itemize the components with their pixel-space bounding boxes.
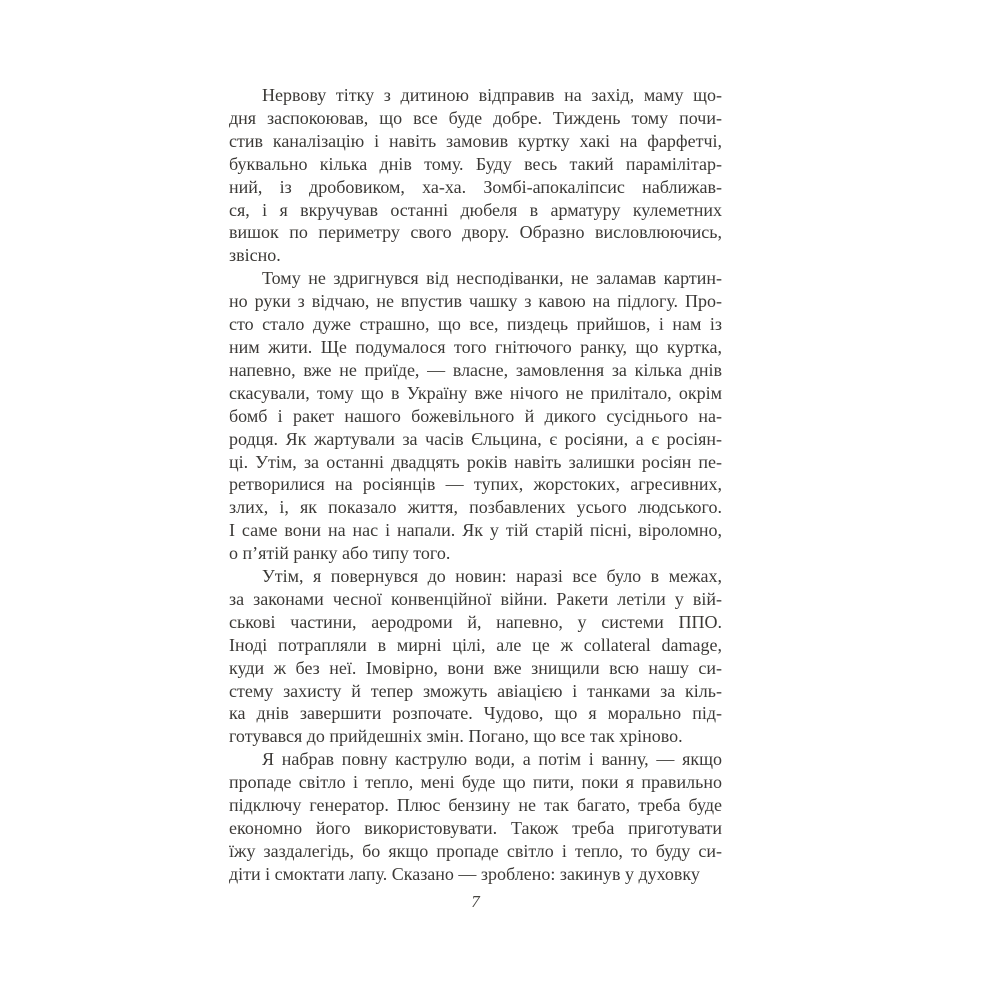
text-line: ка днів завершити розпочате. Чудово, що я морально під- [229, 703, 722, 724]
paragraph [229, 565, 722, 748]
text-line: буквально кілька днів тому. Буду весь такий парамілітар- [229, 153, 722, 174]
text-line: бомб і ракет нашого божевільного й дикого сусіднього на- [229, 405, 722, 426]
page-text [229, 84, 722, 886]
text-line: о п’ятій ранку або типу того. [229, 543, 451, 564]
paragraph [229, 748, 722, 885]
text-line: пропаде світло і тепло, мені буде що пити, поки я правильно [229, 772, 722, 793]
page-number: 7 [471, 892, 480, 911]
text-line: готувався до прийдешніх змін. Погано, що все так хріново. [229, 726, 683, 747]
paragraph [229, 267, 722, 565]
text-line: Нервову тітку з дитиною відправив на захід, маму що- [262, 85, 722, 105]
text-line: родця. Як жартували за часів Єльцина, є росіяни, а є росіян- [229, 428, 722, 449]
text-line: злих, і, як показало життя, позбавлених усього людського. [229, 497, 722, 518]
text-line: куди ж без неї. Імовірно, вони вже знищили всю нашу си- [229, 657, 722, 678]
text-line: ретворилися на росіянців — тупих, жорстоких, агресивних, [229, 474, 722, 495]
text-line: стив каналізацію і навіть замовив куртку хакі на фарфетчі, [229, 130, 722, 151]
text-line: Тому не здригнувся від несподіванки, не заламав картин- [262, 268, 722, 289]
text-line: підключу генератор. Плюс бензину не так багато, треба буде [229, 795, 722, 816]
text-line: за законами чесної конвенційної війни. Ракети летіли у вій- [229, 588, 722, 609]
text-line: ськові частини, аеродроми й, напевно, у системи ППО. [229, 611, 722, 632]
text-line: Я набрав повну каструлю води, а потім і ванну, — якщо [262, 749, 722, 770]
text-line: сто стало дуже страшно, що все, пиздець прийшов, і нам із [229, 314, 722, 335]
text-line: но руки з відчаю, не впустив чашку з кавою на підлогу. Про- [229, 291, 722, 312]
text-line: Утім, я повернувся до новин: наразі все було в межах, [262, 566, 722, 587]
text-line: напевно, вже не приїде, — власне, замовлення за кілька днів [229, 359, 722, 380]
text-line: економно його використовувати. Також треба приготувати [229, 818, 722, 838]
text-line: діти і смоктати лапу. Сказано — зроблено: закинув у духовку [229, 863, 700, 884]
text-line: вишок по периметру свого двору. Образно висловлюючись, [229, 222, 722, 243]
text-line: стему захисту й тепер зможуть авіацією і танками за кіль- [229, 680, 722, 701]
text-line: дня заспокоював, що все буде добре. Тиждень тому почи- [229, 107, 722, 128]
text-line: ці. Утім, за останні двадцять років навіть залишки росіян пе- [229, 451, 722, 472]
text-line: ним жити. Ще подумалося того гнітючого ранку, що куртка, [229, 336, 722, 357]
paragraph [229, 84, 722, 267]
text-line: ся, і я вкручував останні дюбеля в арматуру кулеметних [229, 199, 722, 220]
text-line: ний, із дробовиком, ха-ха. Зомбі-апокаліпсис наближав- [229, 176, 722, 197]
text-line: скасували, тому що в Україну вже нічого не прилітало, окрім [229, 382, 722, 403]
text-line: Іноді потрапляли в мирні цілі, але це ж collateral damage, [229, 634, 722, 655]
text-line: їжу заздалегідь, бо якщо пропаде світло і тепло, то буду си- [229, 840, 722, 861]
text-line: звісно. [229, 245, 281, 266]
text-line: І саме вони на нас і напали. Як у тій старій пісні, віроломно, [229, 520, 722, 541]
